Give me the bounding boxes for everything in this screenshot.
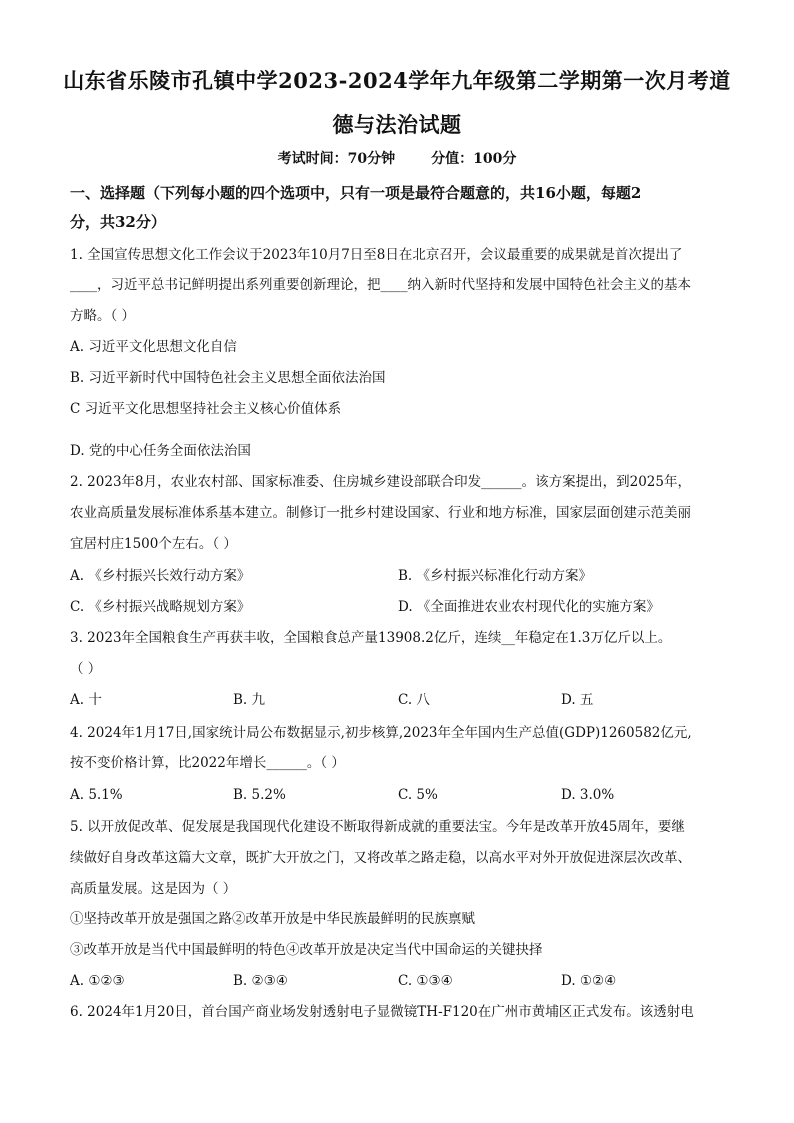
q3-option-a: A. 十 bbox=[70, 692, 102, 708]
q1-option-b: B. 习近平新时代中国特色社会主义思想全面依法治国 bbox=[70, 370, 386, 386]
q1-option-a: A. 习近平文化思想文化自信 bbox=[70, 339, 237, 355]
q3-option-d: D. 五 bbox=[561, 692, 594, 708]
q2-stem-line1: 2. 2023年8月，农业农村部、国家标准委、住房城乡建设部联合印发______。该方案提出，到2025年， bbox=[70, 474, 691, 490]
exam-title-line1: 山东省乐陵市孔镇中学2023-2024学年九年级第二学期第一次月考道 bbox=[63, 68, 731, 93]
q2-option-a: A. 《乡村振兴长效行动方案》 bbox=[70, 568, 251, 584]
q3-option-b: B. 九 bbox=[233, 692, 266, 708]
q5-option-a: A. ①②③ bbox=[70, 973, 125, 989]
section-heading: 一、选择题（下列每小题的四个选项中，只有一项是最符合题意的，共16小题，每题2 bbox=[70, 184, 642, 202]
q4-option-d: D. 3.0% bbox=[561, 787, 615, 803]
q1-option-c: C 习近平文化思想坚持社会主义核心价值体系 bbox=[70, 401, 342, 417]
q4-stem-line2: 按不变价格计算，比2022年增长______。（ ） bbox=[70, 755, 345, 771]
q6-stem-line1: 6. 2024年1月20日，首台国产商业场发射透射电子显微镜TH-F120在广州市黄埔区正式发布。该透射电 bbox=[70, 1004, 694, 1020]
q4-stem-line1: 4. 2024年1月17日,国家统计局公布数据显示,初步核算,2023年全年国内生产总值(GDP)1260582亿元, bbox=[70, 725, 692, 741]
exam-score: 分值：100分 bbox=[431, 151, 517, 167]
q5-stem-line1: 5. 以开放促改革、促发展是我国现代化建设不断取得新成就的重要法宝。今年是改革开放45周年，要继 bbox=[70, 819, 685, 835]
q5-stem-line3: 高质量发展。这是因为（ ） bbox=[70, 881, 237, 897]
q2-stem-line3: 宜居村庄1500个左右。（ ） bbox=[70, 536, 237, 552]
q4-option-a: A. 5.1% bbox=[70, 787, 123, 803]
exam-title-line2: 德与法治试题 bbox=[332, 112, 462, 137]
exam-time: 考试时间：70分钟 bbox=[277, 151, 396, 167]
q2-stem-line2: 农业高质量发展标准体系基本建立。制修订一批乡村建设国家、行业和地方标准，国家层面创建示范美丽 bbox=[70, 505, 691, 521]
q2-option-b: B. 《乡村振兴标准化行动方案》 bbox=[398, 568, 593, 584]
q2-option-d: D. 《全面推进农业农村现代化的实施方案》 bbox=[398, 599, 660, 615]
q5-statements-line2: ③改革开放是当代中国最鲜明的特色④改革开放是决定当代中国命运的关键抉择 bbox=[70, 942, 543, 958]
q5-stem-line2: 续做好自身改革这篇大文章，既扩大开放之门，又将改革之路走稳，以高水平对外开放促进深层次改革、 bbox=[70, 850, 691, 866]
q1-stem-line1: 1. 全国宣传思想文化工作会议于2023年10月7日至8日在北京召开，会议最重要的成果就是首次提出了 bbox=[70, 247, 683, 263]
q5-option-c: C. ①③④ bbox=[398, 973, 453, 989]
q5-option-d: D. ①②④ bbox=[561, 973, 617, 989]
q4-option-b: B. 5.2% bbox=[233, 787, 286, 803]
q1-stem-line3: 方略。（ ） bbox=[70, 308, 136, 324]
q5-statements-line1: ①坚持改革开放是强国之路②改革开放是中华民族最鲜明的民族禀赋 bbox=[70, 911, 475, 927]
q2-option-c: C. 《乡村振兴战略规划方案》 bbox=[70, 599, 251, 615]
q3-stem-line1: 3. 2023年全国粮食生产再获丰收，全国粮食总产量13908.2亿斤，连续__年稳定在1.3万亿斤以上。 bbox=[70, 630, 672, 646]
q1-option-d: D. 党的中心任务全面依法治国 bbox=[70, 443, 251, 459]
q3-stem-line2: （ ） bbox=[70, 661, 102, 677]
q4-option-c: C. 5% bbox=[398, 787, 438, 803]
q5-option-b: B. ②③④ bbox=[233, 973, 288, 989]
exam-meta bbox=[0, 150, 794, 168]
q1-stem-line2: ____，习近平总书记鲜明提出系列重要创新理论，把____纳入新时代坚持和发展中国特色社会主义的基本 bbox=[70, 277, 691, 293]
section-heading-cont: 分，共32分） bbox=[70, 213, 166, 231]
q3-option-c: C. 八 bbox=[398, 692, 430, 708]
